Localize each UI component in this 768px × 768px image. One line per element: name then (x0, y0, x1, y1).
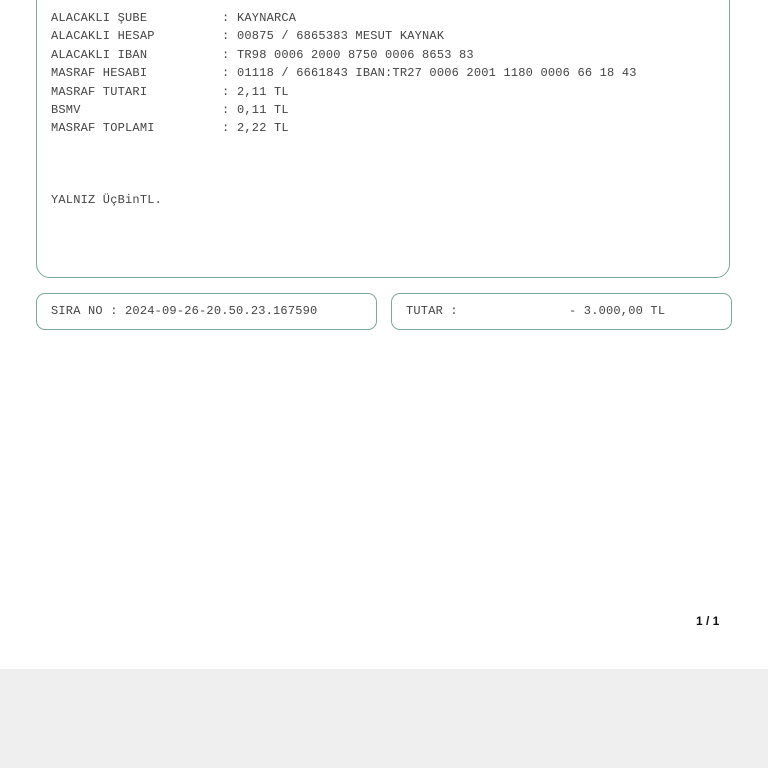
transaction-details (51, 9, 637, 138)
detail-value: 2,22 TL (237, 121, 289, 136)
detail-label: BSMV (51, 102, 81, 117)
page-number: 1 / 1 (696, 614, 720, 628)
detail-label: MASRAF TUTARI (51, 84, 148, 99)
detail-separator: : (222, 29, 230, 44)
sequence-number: SIRA NO : 2024-09-26-20.50.23.167590 (51, 304, 318, 318)
detail-row-fee-amount (51, 83, 637, 101)
detail-label: ALACAKLI ŞUBE (51, 11, 148, 25)
detail-separator: : (222, 66, 230, 81)
detail-label: MASRAF TOPLAMI (51, 121, 155, 136)
detail-value: 0,11 TL (237, 102, 289, 117)
detail-label: MASRAF HESABI (51, 66, 148, 81)
detail-separator: : (222, 11, 230, 25)
detail-separator: : (222, 47, 230, 62)
total-amount: - 3.000,00 TL (569, 304, 666, 318)
detail-label: ALACAKLI IBAN (51, 47, 148, 62)
detail-label: ALACAKLI HESAP (51, 29, 155, 44)
detail-row-creditor-iban (51, 46, 637, 64)
detail-row-fee-total (51, 119, 637, 137)
detail-separator: : (222, 102, 230, 117)
detail-row-fee-account (51, 64, 637, 82)
detail-separator: : (222, 121, 230, 136)
detail-row-creditor-branch (51, 9, 637, 27)
detail-value: TR98 0006 2000 8750 0006 8653 83 (237, 47, 474, 62)
detail-row-creditor-account (51, 27, 637, 45)
sequence-number-box (36, 293, 377, 330)
detail-row-bsmv (51, 101, 637, 119)
total-label: TUTAR : (406, 304, 458, 318)
amount-in-words: YALNIZ ÜçBinTL. (51, 193, 163, 207)
detail-value: KAYNARCA (237, 11, 297, 25)
detail-value: 00875 / 6865383 MESUT KAYNAK (237, 29, 445, 44)
detail-value: 01118 / 6661843 IBAN:TR27 0006 2001 1180 0006 66 18 43 (237, 66, 637, 81)
detail-value: 2,11 TL (237, 84, 289, 99)
detail-separator: : (222, 84, 230, 99)
total-amount-box (391, 293, 732, 330)
